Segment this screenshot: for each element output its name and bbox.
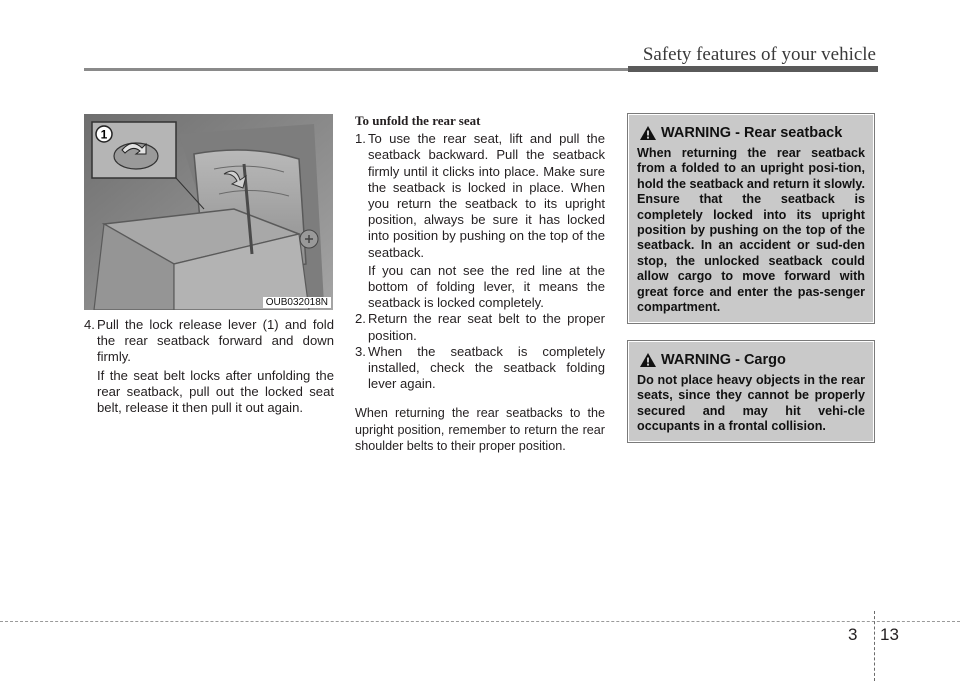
step-4 [84,317,334,366]
rear-seat-drawing [84,114,333,310]
step-text: Pull the lock release lever (1) and fold the rear seatback forward and down firmly. [97,317,334,365]
step-number: 2. [355,311,366,327]
warning-icon [639,125,657,141]
section-title: Safety features of your vehicle [642,44,876,65]
header-rule-accent [628,66,878,72]
left-column [84,317,334,416]
warning-box-rear-seatback [627,113,875,324]
callout-number: 1 [100,127,108,142]
warning-title: WARNING - Rear seatback [661,125,843,141]
chapter-number: 3 [848,625,858,644]
page-number-divider [874,611,876,681]
warning-title: WARNING - Cargo [661,352,786,368]
step-number: 1. [355,131,366,147]
figure-code: OUB032018N [263,297,331,308]
step-3 [355,344,605,393]
footer-rule [0,621,960,622]
subheading: To unfold the rear seat [355,113,481,128]
step-1-note: If you can not see the red line at the bottom of folding lever, it means the seatback is locked completely. [368,262,605,311]
closing-paragraph: When returning the rear seatbacks to the upright position, remember to return the rear shoulder belts to their proper position. [355,406,605,453]
warning-icon [639,352,657,368]
middle-column [355,113,605,454]
step-1 [355,131,605,261]
step-2 [355,311,605,343]
warning-body: Do not place heavy objects in the rear seats, since they cannot be properly secured and may hit vehi-cle occupants in a frontal collision. [637,373,865,434]
step-number: 3. [355,343,366,359]
step-number: 4. [84,317,95,332]
warning-box-cargo [627,340,875,443]
step-4-note: If the seat belt locks after unfolding the rear seatback, pull out the locked seat belt, release it then pull it out again. [97,367,334,416]
warning-body: When returning the rear seatback from a folded to an upright posi-tion, hold the seatback and return it slowly. Ensure that the seatback is completely locked into its upright position by pushing on the top of the seatback. In an accident or sud-den stop, the unlocked seatback could allow cargo to move forward with great force and enter the pas-senger compartment. [637,146,865,315]
page-number: 13 [880,625,899,644]
rear-seat-illustration [84,114,333,310]
step-text: When the seatback is completely installed, check the seatback folding lever again. [368,343,605,392]
step-text: To use the rear seat, lift and pull the seatback backward. Pull the seatback firmly until it clicks into place. Make sure the seatback is locked in place. When you return the seatback to its upright position, always be sure it has locked into position by pushing on the top of the seatback. [368,131,605,260]
step-text: Return the rear seat belt to the proper position. [368,311,605,343]
